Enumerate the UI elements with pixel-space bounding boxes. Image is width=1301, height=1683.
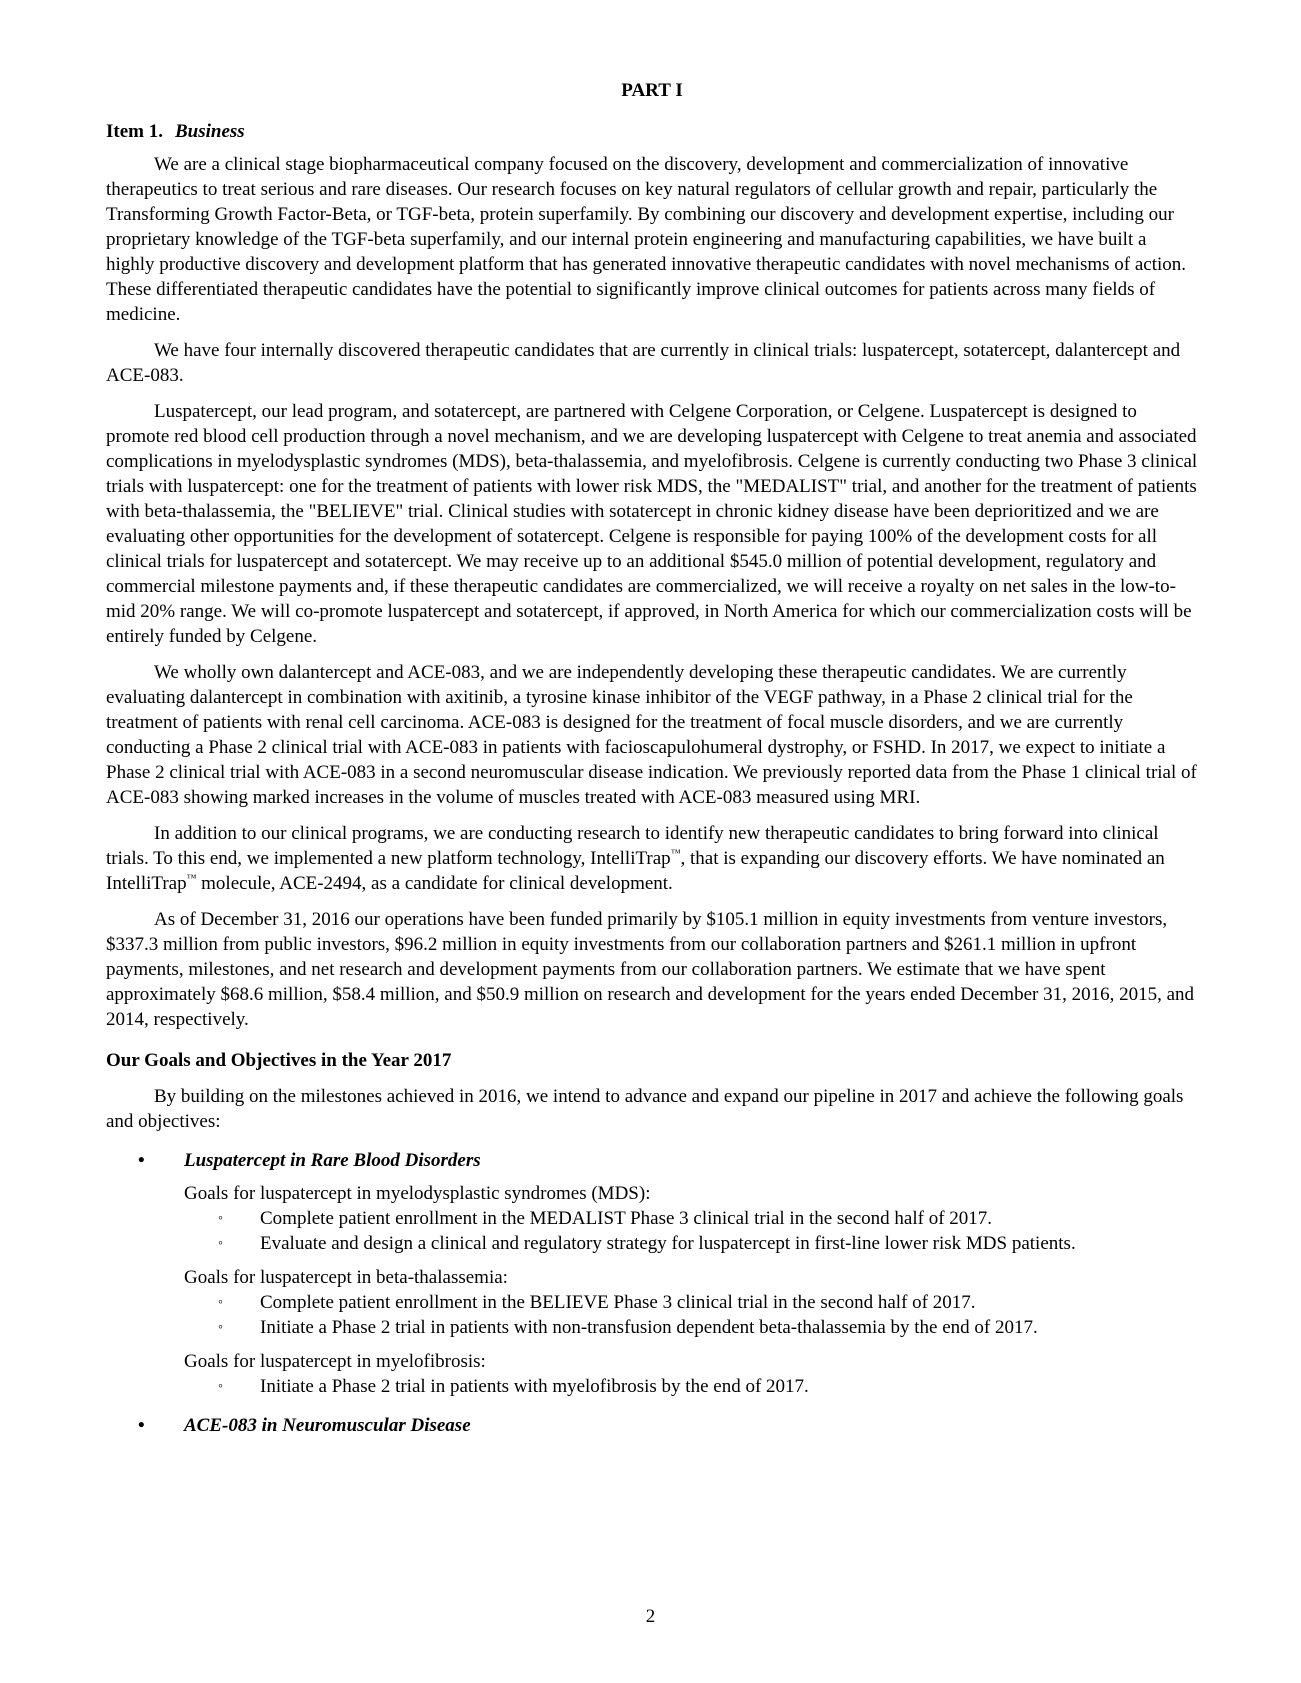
item-heading (106, 119, 1198, 144)
bullet-luspatercept (106, 1148, 1198, 1173)
goal-group-intro: Goals for luspatercept in beta-thalassemia: (184, 1267, 508, 1288)
sub-bullet-icon: ◦ (218, 1295, 223, 1310)
bullet-icon: • (138, 1150, 145, 1171)
goal-group-myelofibrosis (106, 1349, 1198, 1399)
goal-group-intro: Goals for luspatercept in myelodysplastic syndromes (MDS): (184, 1183, 651, 1204)
sub-bullet-icon: ◦ (218, 1320, 223, 1335)
sub-bullet-icon: ◦ (218, 1379, 223, 1394)
goal-item (184, 1374, 1198, 1399)
document-page (106, 78, 1198, 1446)
paragraph-wholly-owned: We wholly own dalantercept and ACE-083, and we are independently developing these therapeutic candidates. We are currently evaluating dalantercept in combination with axitinib, a tyrosine kinase inhibitor of the VEGF pathway, in a Phase 2 clinical trial for the treatment of patients with renal cell carcinoma. ACE-083 is designed for the treatment of focal muscle disorders, and we are currently conducting a Phase 2 clinical trial with ACE-083 in patients with facioscapulohumeral dystrophy, or FSHD. In 2017, we expect to initiate a Phase 2 clinical trial with ACE-083 in a second neuromuscular disease indication. We previously reported data from the Phase 1 clinical trial of ACE-083 showing marked increases in the volume of muscles treated with ACE-083 measured using MRI. (106, 662, 1197, 808)
bullet-ace-083 (106, 1413, 1198, 1438)
goals-heading: Our Goals and Objectives in the Year 2017 (106, 1050, 452, 1071)
part-title: PART I (621, 80, 683, 101)
goal-item-text: Evaluate and design a clinical and regulatory strategy for luspatercept in first-line lower risk MDS patients. (260, 1233, 1076, 1254)
trademark-symbol: ™ (670, 848, 681, 859)
goal-item (184, 1231, 1198, 1256)
goal-item (184, 1290, 1198, 1315)
paragraph-candidates: We have four internally discovered therapeutic candidates that are currently in clinical trials: luspatercept, sotatercept, dalantercept and ACE-083. (106, 340, 1181, 386)
intellitrap-text-3: molecule, ACE-2494, as a candidate for clinical development. (196, 873, 673, 894)
paragraph-intellitrap (106, 821, 1198, 896)
goal-item (184, 1315, 1198, 1340)
paragraph-celgene-partnership: Luspatercept, our lead program, and sotatercept, are partnered with Celgene Corporation, or Celgene. Luspatercept is designed to promote red blood cell production through a novel mechanism, and we are developing luspatercept with Celgene to treat anemia and associated complications in myelodysplastic syndromes (MDS), beta-thalassemia, and myelofibrosis. Celgene is currently conducting two Phase 3 clinical trials with luspatercept: one for the treatment of patients with lower risk MDS, the "MEDALIST" trial, and another for the treatment of patients with beta-thalassemia, the "BELIEVE" trial. Clinical studies with sotatercept in chronic kidney disease have been deprioritized and we are evaluating other opportunities for the development of sotatercept. Celgene is responsible for paying 100% of the development costs for all clinical trials for luspatercept and sotatercept. We may receive up to an additional $545.0 million of potential development, regulatory and commercial milestone payments and, if these therapeutic candidates are commercialized, we will receive a royalty on net sales in the low-to-mid 20% range. We will co-promote luspatercept and sotatercept, if approved, in North America for which our commercialization costs will be entirely funded by Celgene. (106, 401, 1198, 647)
goals-intro: By building on the milestones achieved in 2016, we intend to advance and expand our pipeline in 2017 and achieve the following goals and objectives: (106, 1086, 1184, 1132)
item-name: Business (174, 121, 245, 142)
bullet-icon: • (138, 1415, 145, 1436)
paragraph-overview: We are a clinical stage biopharmaceutical company focused on the discovery, development and commercialization of innovative therapeutics to treat serious and rare diseases. Our research focuses on key natural regulators of cellular growth and repair, particularly the Transforming Growth Factor-Beta, or TGF-beta, protein superfamily. By combining our discovery and development expertise, including our proprietary knowledge of the TGF-beta superfamily, and our internal protein engineering and manufacturing capabilities, we have built a highly productive discovery and development platform that has generated innovative therapeutic candidates with novel mechanisms of action. These differentiated therapeutic candidates have the potential to significantly improve clinical outcomes for patients across many fields of medicine. (106, 154, 1187, 325)
trademark-symbol: ™ (186, 873, 197, 884)
sub-bullet-icon: ◦ (218, 1236, 223, 1251)
goal-group-mds (106, 1181, 1198, 1256)
goal-item-text: Complete patient enrollment in the BELIEVE Phase 3 clinical trial in the second half of 2017. (260, 1292, 976, 1313)
goal-group-beta-thalassemia (106, 1265, 1198, 1340)
intellitrap-text-1: In addition to our clinical programs, we are conducting research to identify new therapeutic candidates to bring forward into clinical trials. To this end, we implemented a new platform technology, IntelliTrap (106, 823, 1159, 869)
item-number: Item 1. (106, 121, 163, 142)
page-number: 2 (645, 1606, 656, 1627)
goal-item (184, 1206, 1198, 1231)
bullet-label: ACE-083 in Neuromuscular Disease (184, 1415, 471, 1436)
intellitrap-text-2: , that is expanding our discovery efforts. We have nominated an IntelliTrap (106, 848, 1165, 894)
bullet-label: Luspatercept in Rare Blood Disorders (184, 1150, 481, 1171)
goal-item-text: Initiate a Phase 2 trial in patients with non-transfusion dependent beta-thalassemia by the end of 2017. (260, 1317, 1038, 1338)
goal-item-text: Initiate a Phase 2 trial in patients with myelofibrosis by the end of 2017. (260, 1376, 809, 1397)
goal-group-intro: Goals for luspatercept in myelofibrosis: (184, 1351, 486, 1372)
goal-item-text: Complete patient enrollment in the MEDALIST Phase 3 clinical trial in the second half of 2017. (260, 1208, 993, 1229)
paragraph-funding: As of December 31, 2016 our operations have been funded primarily by $105.1 million in equity investments from venture investors, $337.3 million from public investors, $96.2 million in equity investments from our collaboration partners and $261.1 million in upfront payments, milestones, and net research and development payments from our collaboration partners. We estimate that we have spent approximately $68.6 million, $58.4 million, and $50.9 million on research and development for the years ended December 31, 2016, 2015, and 2014, respectively. (106, 909, 1195, 1030)
sub-bullet-icon: ◦ (218, 1211, 223, 1226)
